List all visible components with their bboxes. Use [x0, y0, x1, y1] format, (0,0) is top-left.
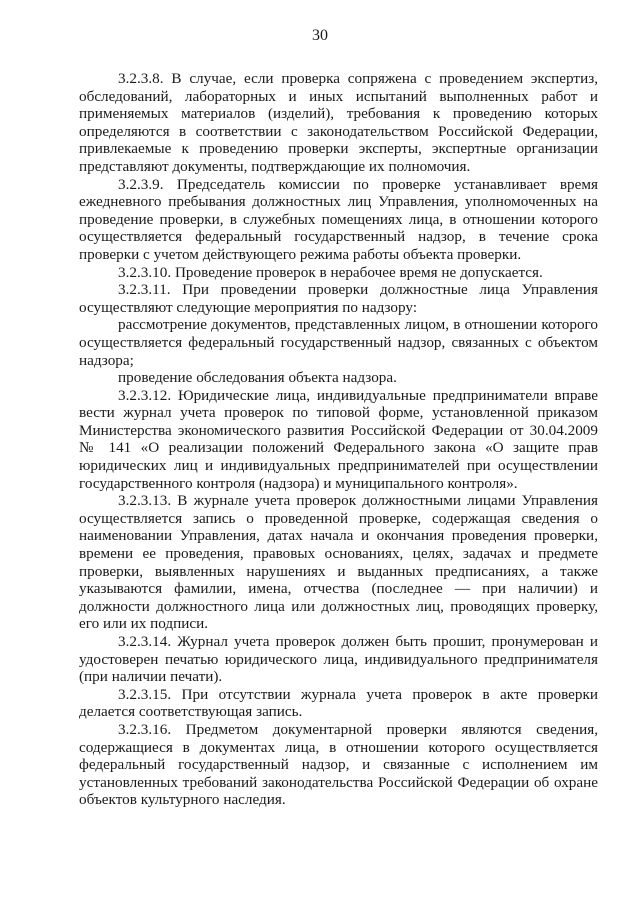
page-number: 30	[312, 27, 328, 44]
paragraph-3-2-3-8: 3.2.3.8. В случае, если проверка сопряжена с проведением экспертиз, обследований, лабораторных и иных испытаний выполненных работ и применяемых материалов (изделий), требования к проведению которых определяются в соответствии с законодательством Российской Федерации, привлекаемые к проведению проверки эксперты, экспертные организации представляют документы, подтверждающие их полномочия.	[79, 70, 598, 175]
paragraph-3-2-3-16: 3.2.3.16. Предметом документарной проверки являются сведения, содержащиеся в документах лица, в отношении которого осуществляется федеральный государственный надзор, и связанные с исполнением им установленных требований законодательства Российской Федерации об охране объектов культурного наследия.	[79, 720, 598, 809]
paragraph-3-2-3-12: 3.2.3.12. Юридические лица, индивидуальные предприниматели вправе вести журнал учета проверок по типовой форме, установленной приказом Министерства экономического развития Российской Федерации от 30.04.2009 № 141 «О реализации положений Федерального закона «О защите прав юридических лиц и индивидуальных предпринимателей при осуществлении государственного контроля (надзора) и муниципального контроля».	[79, 386, 598, 492]
paragraph-3-2-3-11: 3.2.3.11. При проведении проверки должностные лица Управления осуществляют следующие мероприятия по надзору:	[79, 281, 598, 316]
paragraph-3-2-3-14: 3.2.3.14. Журнал учета проверок должен быть прошит, пронумерован и удостоверен печатью юридического лица, индивидуального предпринимателя (при наличии печати).	[79, 633, 598, 686]
document-body	[79, 70, 598, 809]
paragraph-3-2-3-10: 3.2.3.10. Проведение проверок в нерабочее время не допускается.	[118, 263, 543, 281]
paragraph-3-2-3-13: 3.2.3.13. В журнале учета проверок должностными лицами Управления осуществляется запись о проведенной проверке, содержащая сведения о наименовании Управления, датах начала и окончания проведения проверки, времени ее проведения, правовых основаниях, целях, задачах и предмете проверки, выявленных нарушениях и выданных предписаниях, а также указываются фамилии, имена, отчества (последнее — при наличии) и должности должностного лица или должностных лиц, проводящих проверку, его или их подписи.	[79, 492, 598, 633]
paragraph-3-2-3-11-item-1: рассмотрение документов, представленных лицом, в отношении которого осуществляется федеральный государственный надзор, связанных с объектом надзора;	[79, 316, 598, 369]
paragraph-3-2-3-11-item-2: проведение обследования объекта надзора.	[118, 369, 397, 387]
paragraph-3-2-3-9: 3.2.3.9. Председатель комиссии по проверке устанавливает время ежедневного пребывания должностных лиц Управления, уполномоченных на проведение проверки, в служебных помещениях лица, в отношении которого осуществляется федеральный государственный надзор, в течение срока проверки с учетом действующего режима работы объекта проверки.	[79, 175, 598, 263]
paragraph-3-2-3-15: 3.2.3.15. При отсутствии журнала учета проверок в акте проверки делается соответствующая запись.	[79, 685, 598, 721]
